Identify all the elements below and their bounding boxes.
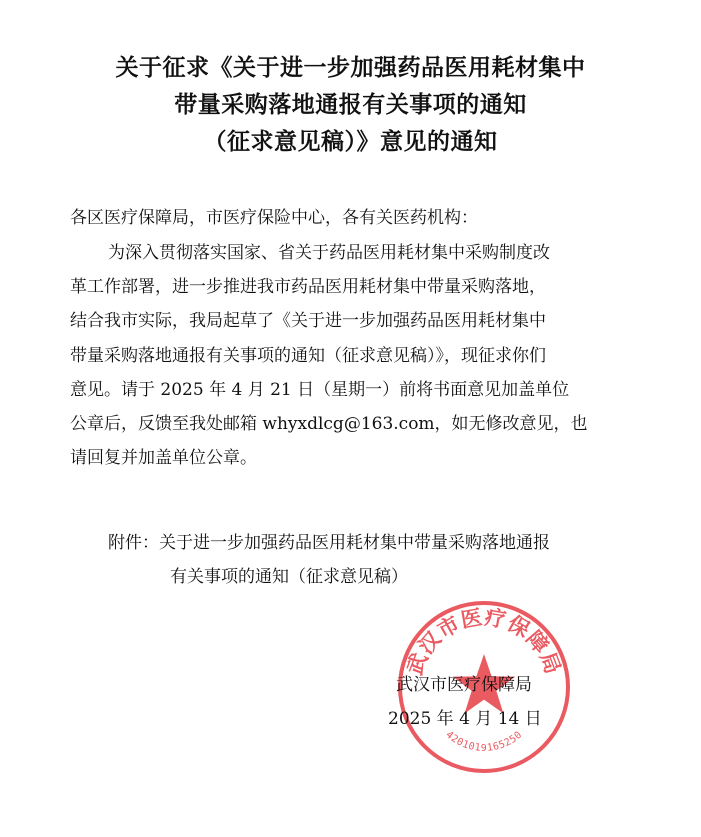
title-line: 带量采购落地通报有关事项的通知 xyxy=(174,92,527,118)
body-line: 结合我市实际，我局起草了《关于进一步加强药品医用耗材集中 xyxy=(70,311,546,332)
title-line: （征求意见稿）》意见的通知 xyxy=(203,129,498,155)
salutation: 各区医疗保障局，市医疗保险中心，各有关医药机构： xyxy=(70,208,478,228)
seal-arc-text: 武汉市医疗保障局 xyxy=(402,605,566,678)
body-paragraph xyxy=(70,236,640,475)
attachment-line: 有关事项的通知（征求意见稿） xyxy=(170,567,408,587)
body-line: 请回复并加盖单位公章。 xyxy=(70,448,257,469)
attachment-note xyxy=(108,526,550,594)
body-line: 带量采购落地通报有关事项的通知（征求意见稿）》，现征求你们 xyxy=(70,345,546,366)
signature-block xyxy=(388,668,542,736)
attachment-line: 附件：关于进一步加强药品医用耗材集中带量采购落地通报 xyxy=(108,533,550,553)
signature-date: 2025 年 4 月 14 日 xyxy=(388,709,542,729)
body-line: 公章后，反馈至我处邮箱 whyxdlcg@163.com，如无修改意见，也 xyxy=(70,414,588,435)
seal-code-text: 4201019165250 xyxy=(443,729,525,754)
body-line: 革工作部署，进一步推进我市药品医用耗材集中带量采购落地， xyxy=(70,277,546,298)
document-title xyxy=(40,50,661,161)
body-line: 为深入贯彻落实国家、省关于药品医用耗材集中采购制度改 xyxy=(108,243,550,263)
body-line: 意见。请于 2025 年 4 月 21 日（星期一）前将书面意见加盖单位 xyxy=(70,379,570,400)
title-line: 关于征求《关于进一步加强药品医用耗材集中 xyxy=(115,55,586,81)
signature-organization: 武汉市医疗保障局 xyxy=(396,675,532,695)
